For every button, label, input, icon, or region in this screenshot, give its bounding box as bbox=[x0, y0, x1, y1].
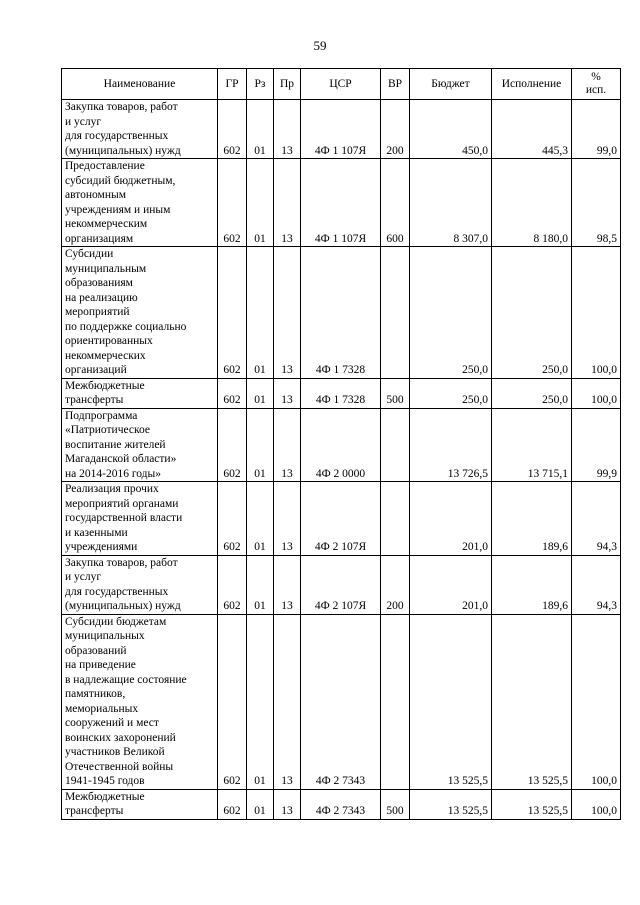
cell-name-line: памятников, bbox=[65, 688, 126, 700]
cell-percent: 94,3 bbox=[572, 555, 621, 614]
cell-name-line: ориентированных bbox=[65, 335, 153, 347]
cell-gr: 602 bbox=[218, 482, 247, 556]
cell-name-line: 1941-1945 годов bbox=[65, 775, 145, 787]
header-execution: Исполнение bbox=[492, 69, 572, 100]
cell-name-line: на реализацию bbox=[65, 291, 138, 304]
cell-pr: 13 bbox=[274, 247, 301, 379]
cell-gr: 602 bbox=[218, 100, 247, 159]
cell-rz: 01 bbox=[247, 555, 274, 614]
cell-name-line: Подпрограмма bbox=[65, 409, 138, 422]
cell-execution: 8 180,0 bbox=[492, 159, 572, 247]
cell-gr: 602 bbox=[218, 555, 247, 614]
cell-name-line: участников Великой bbox=[65, 746, 165, 758]
cell-gr: 602 bbox=[218, 378, 247, 408]
cell-name-line: мероприятий органами bbox=[65, 497, 179, 510]
cell-vr: 500 bbox=[381, 789, 410, 819]
cell-rz: 01 bbox=[247, 408, 274, 482]
cell-name-line: Реализация прочих bbox=[65, 483, 159, 495]
cell-percent: 100,0 bbox=[572, 614, 621, 789]
cell-pr: 13 bbox=[274, 555, 301, 614]
cell-name-line: образованиям bbox=[65, 277, 133, 289]
cell-name-line: воспитание жителей bbox=[65, 438, 166, 451]
cell-budget: 13 525,5 bbox=[410, 789, 492, 819]
cell-gr: 602 bbox=[218, 614, 247, 789]
cell-gr: 602 bbox=[218, 408, 247, 482]
cell-name-line: и услуг bbox=[65, 115, 102, 128]
table-header-row bbox=[62, 69, 621, 100]
cell-name-line: субсидий бюджетным, bbox=[65, 174, 176, 187]
cell-pr: 13 bbox=[274, 378, 301, 408]
cell-pr: 13 bbox=[274, 789, 301, 819]
cell-execution: 445,3 bbox=[492, 100, 572, 159]
cell-name-line: в надлежащие состояние bbox=[65, 673, 187, 686]
cell-name-line: и казенными bbox=[65, 526, 128, 539]
cell-percent: 94,3 bbox=[572, 482, 621, 556]
cell-execution: 189,6 bbox=[492, 482, 572, 556]
cell-name bbox=[62, 789, 218, 819]
table-row bbox=[62, 159, 621, 247]
cell-csr: 4Ф 2 0000 bbox=[301, 408, 381, 482]
cell-percent: 99,9 bbox=[572, 408, 621, 482]
cell-execution: 13 715,1 bbox=[492, 408, 572, 482]
cell-name-line: автономным bbox=[65, 189, 126, 201]
cell-percent: 100,0 bbox=[572, 247, 621, 379]
cell-name-line: мемориальных bbox=[65, 702, 139, 715]
cell-name-line: для государственных bbox=[65, 585, 169, 598]
cell-name bbox=[62, 482, 218, 556]
cell-name-line: мероприятий bbox=[65, 306, 130, 318]
cell-rz: 01 bbox=[247, 159, 274, 247]
cell-name-line: Межбюджетные bbox=[65, 790, 145, 803]
cell-name-line: для государственных bbox=[65, 130, 169, 142]
cell-pr: 13 bbox=[274, 100, 301, 159]
cell-name-line: «Патриотическое bbox=[65, 424, 150, 436]
cell-name-line: Закупка товаров, работ bbox=[65, 101, 178, 113]
cell-name-line: организаций bbox=[65, 364, 127, 376]
header-name: Наименование bbox=[62, 69, 218, 100]
cell-budget: 450,0 bbox=[410, 100, 492, 159]
cell-gr: 602 bbox=[218, 159, 247, 247]
cell-vr: 500 bbox=[381, 378, 410, 408]
cell-budget: 201,0 bbox=[410, 482, 492, 556]
cell-execution: 250,0 bbox=[492, 247, 572, 379]
cell-name-line: по поддержке социально bbox=[65, 320, 187, 333]
cell-csr: 4Ф 2 7343 bbox=[301, 789, 381, 819]
cell-budget: 201,0 bbox=[410, 555, 492, 614]
cell-name-line: Субсидии bbox=[65, 248, 114, 260]
cell-vr: 600 bbox=[381, 159, 410, 247]
cell-name bbox=[62, 247, 218, 379]
cell-rz: 01 bbox=[247, 378, 274, 408]
cell-budget: 13 726,5 bbox=[410, 408, 492, 482]
cell-percent: 100,0 bbox=[572, 378, 621, 408]
table-row bbox=[62, 789, 621, 819]
cell-name-line: образований bbox=[65, 644, 127, 657]
cell-vr: 200 bbox=[381, 555, 410, 614]
cell-budget: 13 525,5 bbox=[410, 614, 492, 789]
cell-name-line: некоммерческим bbox=[65, 218, 148, 230]
cell-rz: 01 bbox=[247, 247, 274, 379]
cell-name-line: (муниципальных) нужд bbox=[65, 144, 181, 157]
cell-name-line: трансферты bbox=[65, 394, 124, 406]
cell-execution: 13 525,5 bbox=[492, 789, 572, 819]
cell-name-line: Отечественной войны bbox=[65, 760, 174, 773]
cell-name bbox=[62, 159, 218, 247]
cell-vr bbox=[381, 408, 410, 482]
table-row bbox=[62, 555, 621, 614]
cell-name-line: на 2014-2016 годы» bbox=[65, 467, 162, 480]
cell-execution: 13 525,5 bbox=[492, 614, 572, 789]
header-percent-sign: % bbox=[591, 71, 601, 83]
cell-csr: 4Ф 1 7328 bbox=[301, 378, 381, 408]
cell-name-line: трансферты bbox=[65, 805, 124, 817]
cell-name-line: организациям bbox=[65, 232, 134, 245]
header-percent bbox=[572, 69, 621, 100]
table-row bbox=[62, 482, 621, 556]
cell-name-line: Предоставление bbox=[65, 160, 145, 172]
cell-name bbox=[62, 555, 218, 614]
cell-name-line: муниципальных bbox=[65, 630, 145, 642]
table-row bbox=[62, 247, 621, 379]
page-number: 59 bbox=[313, 38, 327, 53]
table-row bbox=[62, 614, 621, 789]
cell-budget: 8 307,0 bbox=[410, 159, 492, 247]
table-row bbox=[62, 378, 621, 408]
cell-name-line: Субсидии бюджетам bbox=[65, 615, 167, 628]
budget-execution-table bbox=[61, 68, 621, 820]
cell-name-line: учреждениям и иным bbox=[65, 203, 171, 216]
header-vr: ВР bbox=[381, 69, 410, 100]
cell-pr: 13 bbox=[274, 159, 301, 247]
cell-csr: 4Ф 1 107Я bbox=[301, 159, 381, 247]
cell-pr: 13 bbox=[274, 482, 301, 556]
cell-vr: 200 bbox=[381, 100, 410, 159]
cell-name-line: Закупка товаров, работ bbox=[65, 556, 178, 569]
cell-percent: 98,5 bbox=[572, 159, 621, 247]
header-csr: ЦСР bbox=[301, 69, 381, 100]
cell-name-line: Межбюджетные bbox=[65, 379, 145, 392]
cell-name bbox=[62, 100, 218, 159]
cell-gr: 602 bbox=[218, 789, 247, 819]
cell-csr: 4Ф 1 7328 bbox=[301, 247, 381, 379]
cell-name-line: муниципальным bbox=[65, 262, 147, 275]
cell-budget: 250,0 bbox=[410, 247, 492, 379]
cell-percent: 99,0 bbox=[572, 100, 621, 159]
cell-rz: 01 bbox=[247, 614, 274, 789]
table-body bbox=[62, 100, 621, 820]
table-row bbox=[62, 408, 621, 482]
cell-csr: 4Ф 2 107Я bbox=[301, 482, 381, 556]
cell-rz: 01 bbox=[247, 482, 274, 556]
cell-gr: 602 bbox=[218, 247, 247, 379]
cell-name-line: на приведение bbox=[65, 659, 136, 671]
cell-pr: 13 bbox=[274, 614, 301, 789]
cell-rz: 01 bbox=[247, 100, 274, 159]
cell-rz: 01 bbox=[247, 789, 274, 819]
cell-csr: 4Ф 2 7343 bbox=[301, 614, 381, 789]
cell-name bbox=[62, 378, 218, 408]
cell-name-line: (муниципальных) нужд bbox=[65, 600, 181, 612]
cell-name-line: и услуг bbox=[65, 571, 102, 583]
header-budget: Бюджет bbox=[410, 69, 492, 100]
cell-name bbox=[62, 408, 218, 482]
cell-name-line: Магаданской области» bbox=[65, 453, 177, 465]
cell-pr: 13 bbox=[274, 408, 301, 482]
cell-name-line: учреждениями bbox=[65, 541, 138, 553]
header-rz: Рз bbox=[247, 69, 274, 100]
header-gr: ГР bbox=[218, 69, 247, 100]
cell-name-line: государственной власти bbox=[65, 512, 183, 524]
header-percent-label: исп. bbox=[585, 84, 607, 96]
cell-vr bbox=[381, 614, 410, 789]
cell-csr: 4Ф 1 107Я bbox=[301, 100, 381, 159]
cell-name-line: некоммерческих bbox=[65, 349, 146, 362]
cell-execution: 189,6 bbox=[492, 555, 572, 614]
cell-vr bbox=[381, 482, 410, 556]
cell-vr bbox=[381, 247, 410, 379]
cell-budget: 250,0 bbox=[410, 378, 492, 408]
cell-name-line: воинских захоронений bbox=[65, 731, 176, 744]
cell-percent: 100,0 bbox=[572, 789, 621, 819]
cell-csr: 4Ф 2 107Я bbox=[301, 555, 381, 614]
table-row bbox=[62, 100, 621, 159]
cell-name-line: сооружений и мест bbox=[65, 717, 159, 729]
header-pr: Пр bbox=[274, 69, 301, 100]
cell-name bbox=[62, 614, 218, 789]
cell-execution: 250,0 bbox=[492, 378, 572, 408]
